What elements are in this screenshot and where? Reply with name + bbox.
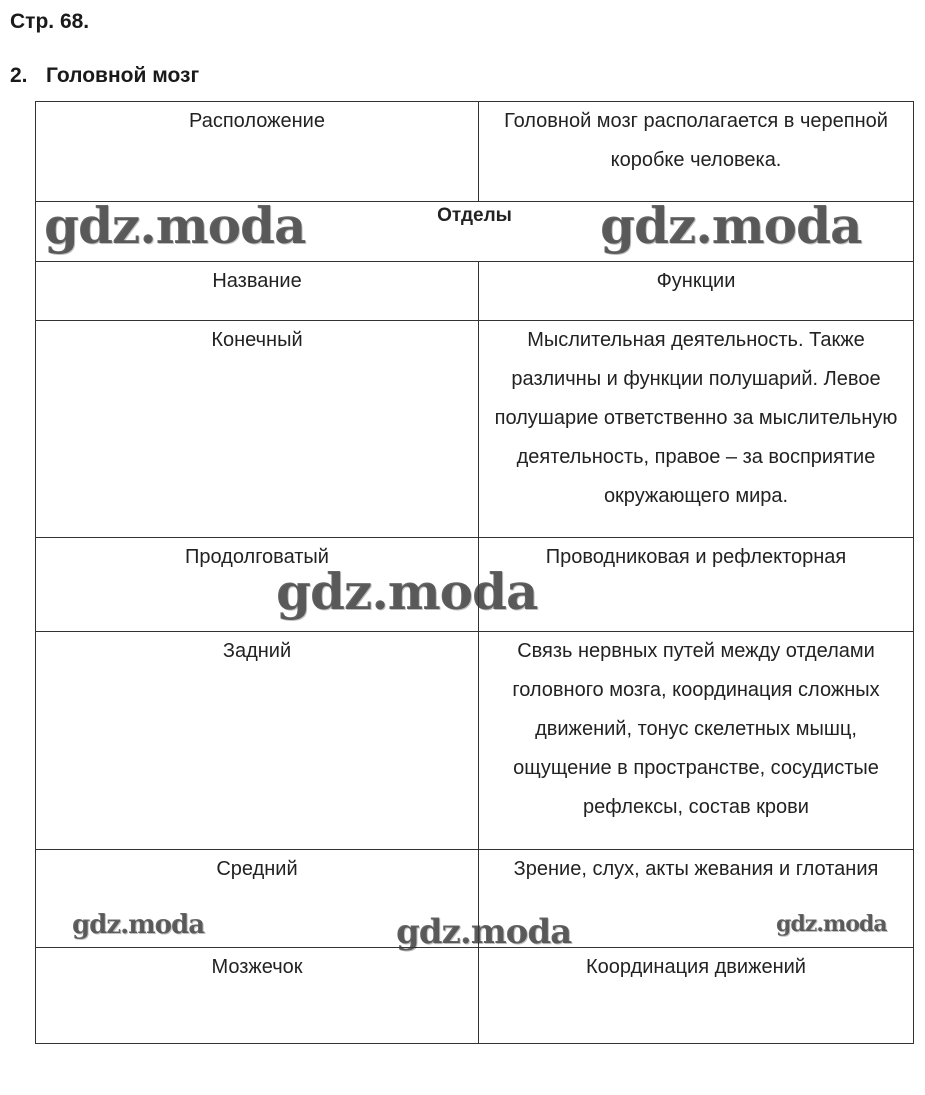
brain-table [35, 101, 914, 1044]
row-functions: Координация движений [479, 948, 914, 1044]
watermark: gdz.moda [600, 196, 862, 255]
table-row-headers [36, 262, 914, 321]
row-functions: Связь нервных путей между отделами головного мозга, координация сложных движений, тонус скелетных мышц, ощущение в пространстве, сосудистые рефлексы, состав крови [479, 632, 914, 850]
row-name: Средний [36, 850, 479, 948]
row-functions: Мыслительная деятельность. Также различны и функции полушарий. Левое полушарие ответственно за мыслительную деятельность, правое – за восприятие окружающего мира. [479, 321, 914, 538]
watermark: gdz.moda [276, 562, 538, 621]
row-functions: Проводниковая и рефлекторная [479, 538, 914, 632]
table-row [36, 632, 914, 850]
table-row [36, 850, 914, 948]
watermark: gdz.moda [72, 910, 205, 940]
row-name: Задний [36, 632, 479, 850]
task-title-text: Головной мозг [46, 64, 200, 87]
table-row-section [36, 202, 914, 262]
watermark: gdz.moda [776, 911, 887, 937]
location-label: Расположение [36, 102, 479, 202]
task-number: 2. [10, 64, 28, 87]
watermark: gdz.moda [44, 196, 306, 255]
table-row [36, 948, 914, 1044]
row-name: Конечный [36, 321, 479, 538]
table-row [36, 321, 914, 538]
header-functions: Функции [479, 262, 914, 321]
table-row [36, 538, 914, 632]
table-row-location [36, 102, 914, 202]
header-name: Название [36, 262, 479, 321]
page-number: Стр. 68. [10, 10, 90, 33]
watermark: gdz.moda [396, 912, 572, 952]
row-name: Мозжечок [36, 948, 479, 1044]
section-title: Отделы [36, 202, 914, 262]
row-functions: Зрение, слух, акты жевания и глотания [479, 850, 914, 948]
location-value: Головной мозг располагается в черепной коробке человека. [479, 102, 914, 202]
task-title [10, 64, 199, 88]
row-name: Продолговатый [36, 538, 479, 632]
